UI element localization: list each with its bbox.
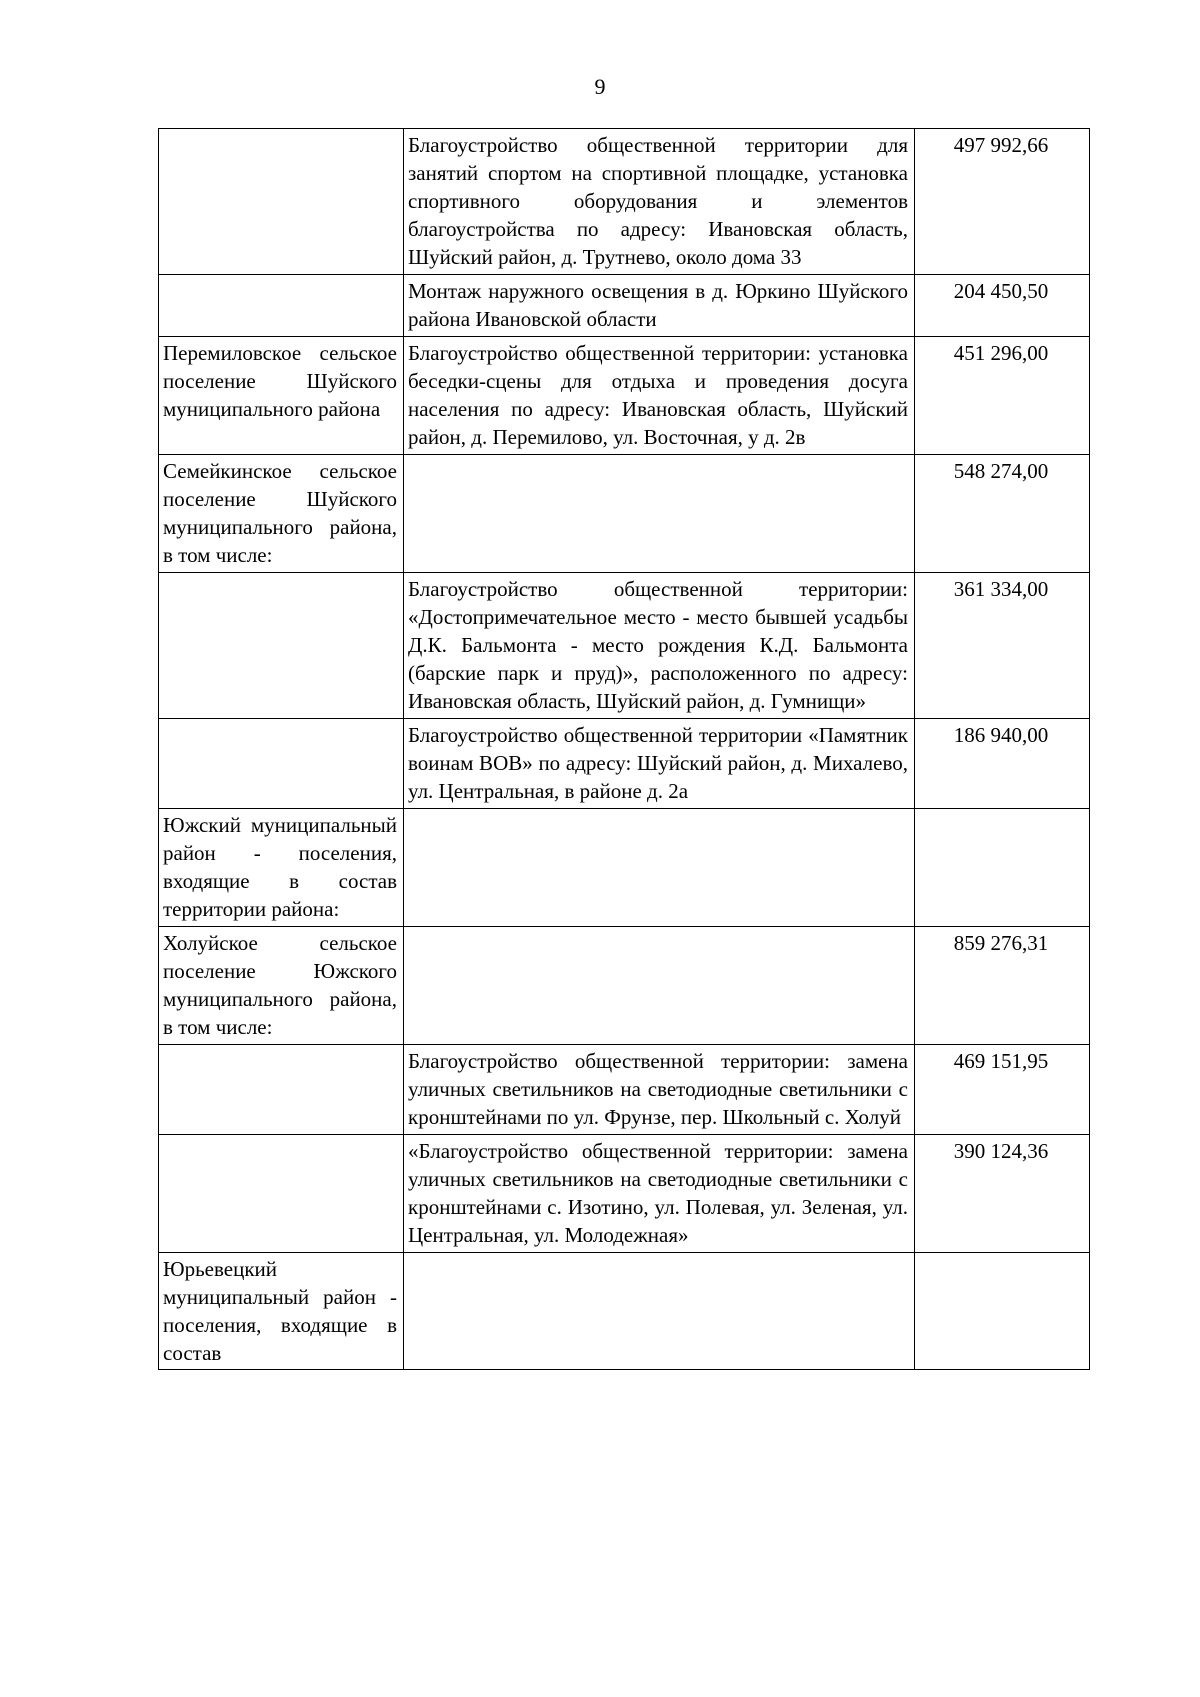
- table-row: [159, 927, 1090, 1045]
- amount-cell: 390 124,36: [915, 1135, 1090, 1253]
- settlement-cell: [159, 275, 404, 337]
- table-row: [159, 809, 1090, 927]
- project-cell: [404, 1253, 915, 1370]
- table-row: [159, 275, 1090, 337]
- project-cell: Монтаж наружного освещения в д. Юркино Шуйского района Ивановской области: [404, 275, 915, 337]
- project-cell: [404, 809, 915, 927]
- settlement-cell: [159, 1045, 404, 1135]
- table-row: [159, 1135, 1090, 1253]
- settlement-text: Юрьевецкий муниципальный район - поселения, входящие в состав: [163, 1257, 397, 1365]
- table-row: [159, 129, 1090, 275]
- project-cell: [404, 455, 915, 573]
- project-cell: [404, 927, 915, 1045]
- budget-table: [158, 128, 1090, 1370]
- amount-cell: 361 334,00: [915, 573, 1090, 719]
- project-cell: Благоустройство общественной территории: установка беседки-сцены для отдыха и проведения досуга населения по адресу: Ивановская область, Шуйский район, д. Перемилово, ул. Восточная, у д. 2в: [404, 337, 915, 455]
- settlement-cell: Перемиловское сельское поселение Шуйского муниципального района: [159, 337, 404, 455]
- table-row: [159, 719, 1090, 809]
- table-row: [159, 1253, 1090, 1370]
- settlement-cell: Южский муниципальный район - поселения, входящие в состав территории района:: [159, 809, 404, 927]
- project-cell: Благоустройство общественной территории для занятий спортом на спортивной площадке, установка спортивного оборудования и элементов благоустройства по адресу: Ивановская область, Шуйский район, д. Трутнево, около дома 33: [404, 129, 915, 275]
- amount-cell: 548 274,00: [915, 455, 1090, 573]
- settlement-cell: Холуйское сельское поселение Южского муниципального района, в том числе:: [159, 927, 404, 1045]
- project-cell: Благоустройство общественной территории «Памятник воинам ВОВ» по адресу: Шуйский район, д. Михалево, ул. Центральная, в районе д. 2а: [404, 719, 915, 809]
- page-number: 9: [594, 74, 606, 99]
- settlement-cell: [159, 719, 404, 809]
- settlement-cell: [159, 573, 404, 719]
- table-row: [159, 455, 1090, 573]
- table-row: [159, 337, 1090, 455]
- settlement-cell: Семейкинское сельское поселение Шуйского муниципального района, в том числе:: [159, 455, 404, 573]
- amount-cell: 497 992,66: [915, 129, 1090, 275]
- settlement-cell: [159, 129, 404, 275]
- amount-cell: 859 276,31: [915, 927, 1090, 1045]
- amount-cell: 204 450,50: [915, 275, 1090, 337]
- amount-cell: 469 151,95: [915, 1045, 1090, 1135]
- table-row: [159, 573, 1090, 719]
- project-cell: Благоустройство общественной территории: замена уличных светильников на светодиодные светильники с кронштейнами по ул. Фрунзе, пер. Школьный с. Холуй: [404, 1045, 915, 1135]
- settlement-cell: [159, 1253, 404, 1370]
- project-cell: «Благоустройство общественной территории: замена уличных светильников на светодиодные светильники с кронштейнами с. Изотино, ул. Полевая, ул. Зеленая, ул. Центральная, ул. Молодежная»: [404, 1135, 915, 1253]
- amount-cell: [915, 809, 1090, 927]
- settlement-cell: [159, 1135, 404, 1253]
- table-row: [159, 1045, 1090, 1135]
- project-cell: Благоустройство общественной территории: «Достопримечательное место - место бывшей усадьбы Д.К. Бальмонта - место рождения К.Д. Бальмонта (барские парк и пруд)», расположенного по адресу: Ивановская область, Шуйский район, д. Гумнищи»: [404, 573, 915, 719]
- amount-cell: 451 296,00: [915, 337, 1090, 455]
- amount-cell: [915, 1253, 1090, 1370]
- amount-cell: 186 940,00: [915, 719, 1090, 809]
